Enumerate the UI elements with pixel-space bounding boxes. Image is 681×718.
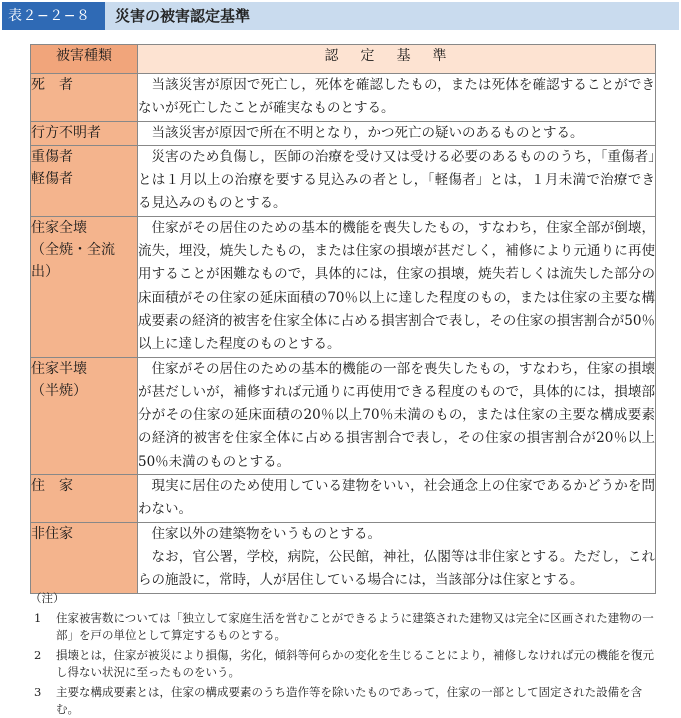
criteria-text: 災害のため負傷し，医師の治療を受け又は受ける必要のあるもののうち，「重傷者」とは１月以上の治療を要する見込みの者とし，「軽傷者」とは，１月未満で治療できる見込みのものとする。: [138, 148, 655, 212]
damage-type-label: （全焼・全流: [31, 241, 115, 258]
criteria-cell: [138, 74, 656, 122]
table-row: [31, 357, 656, 474]
damage-type-label: 住家全壊: [31, 219, 87, 236]
note-item: [30, 684, 660, 718]
damage-type-cell: [31, 522, 138, 593]
damage-type-label: （半焼）: [31, 382, 87, 399]
criteria-cell: [138, 121, 656, 145]
damage-type-cell: [31, 121, 138, 145]
criteria-cell: [138, 475, 656, 523]
damage-type-label: 死 者: [31, 77, 73, 93]
criteria-text: なお，官公署，学校，病院，公民館，神社，仏閣等は非住家とする。ただし，これらの施設に，常時，人が居住している場合には，当該部分は住家とする。: [138, 548, 655, 589]
note-number: 3: [34, 685, 42, 699]
table-header-row: [31, 45, 656, 74]
note-text: 主要な構成要素とは，住家の構成要素のうち造作等を除いたものであって，住家の一部として固定された設備を含む。: [56, 685, 643, 716]
table-title: 災害の被害認定基準: [105, 2, 679, 30]
damage-type-label: 出）: [31, 263, 59, 280]
criteria-cell: [138, 216, 656, 357]
notes-heading: （注）: [30, 591, 65, 605]
criteria-cell: [138, 522, 656, 593]
note-number: 2: [34, 648, 42, 662]
notes-list: [30, 610, 660, 718]
damage-type-cell: [31, 475, 138, 523]
table-body: [31, 74, 656, 594]
table-row: [31, 145, 656, 216]
criteria-text: 当該災害が原因で所在不明となり，かつ死亡の疑いのあるものとする。: [151, 124, 584, 141]
note-text: 住家被害数については「独立して家庭生活を営むことができるように建築された建物又は完全に区画された建物の一部」を戸の単位として算定するものとする。: [56, 611, 654, 642]
column-header-criteria: 認定基準: [138, 45, 656, 74]
note-item: [30, 610, 660, 644]
table-row: [31, 121, 656, 145]
damage-type-cell: [31, 216, 138, 357]
damage-type-label: 住 家: [31, 478, 73, 495]
note-text: 損壊とは，住家が被災により損傷，劣化，傾斜等何らかの変化を生じることにより，補修しなければ元の機能を復元し得ない状況に至ったものをいう。: [56, 648, 654, 679]
damage-criteria-table: [30, 44, 656, 594]
criteria-text: 住家以外の建築物をいうものとする。: [151, 525, 381, 542]
damage-type-label: 軽傷者: [31, 170, 73, 187]
criteria-cell: [138, 145, 656, 216]
criteria-text: 住家がその居住のための基本的機能の一部を喪失したもの，すなわち，住家の損壊が甚だしいが，補修すれば元通りに再使用できる程度のもので，具体的には，損壊部分がその住家の延床面積の20％以上70％未満のもの，または住家の主要な構成要素の経済的被害を住家全体に占める損害割合で表し，その住家の損害割合が20％以上50％未満のものとする。: [138, 360, 655, 470]
table-row: [31, 216, 656, 357]
damage-type-cell: [31, 74, 138, 122]
notes-section: [30, 590, 660, 718]
criteria-cell: [138, 357, 656, 474]
table-row: [31, 522, 656, 593]
damage-type-cell: [31, 145, 138, 216]
damage-type-cell: [31, 357, 138, 474]
criteria-text: 住家がその居住のための基本的機能を喪失したもの，すなわち，住家全部が倒壊，流失，埋没，焼失したもの，または住家の損壊が甚だしく，補修により元通りに再使用することが困難なもので，具体的には，住家の損壊，焼失若しくは流失した部分の床面積がその住家の延床面積の70％以上に達した程度のもの，または住家の主要な構成要素の経済的被害を住家全体に占める損害割合で表し，その住家の損害割合が50％以上に達した程度のものとする。: [138, 219, 655, 353]
damage-type-label: 行方不明者: [31, 124, 101, 141]
column-header-damage-type: 被害種類: [31, 45, 138, 74]
damage-type-label: 重傷者: [31, 148, 73, 165]
table-number-tag: 表２−２−８: [2, 2, 105, 30]
table-caption-bar: [2, 2, 679, 30]
note-number: 1: [34, 611, 42, 625]
table-row: [31, 74, 656, 122]
damage-type-label: 住家半壊: [31, 360, 87, 377]
note-item: [30, 647, 660, 681]
damage-type-label: 非住家: [31, 525, 73, 542]
table-row: [31, 475, 656, 523]
criteria-text: 当該災害が原因で死亡し，死体を確認したもの，または死体を確認することができないが死亡したことが確実なものとする。: [138, 77, 655, 117]
criteria-text: 現実に居住のため使用している建物をいい，社会通念上の住家であるかどうかを問わない。: [138, 478, 655, 518]
